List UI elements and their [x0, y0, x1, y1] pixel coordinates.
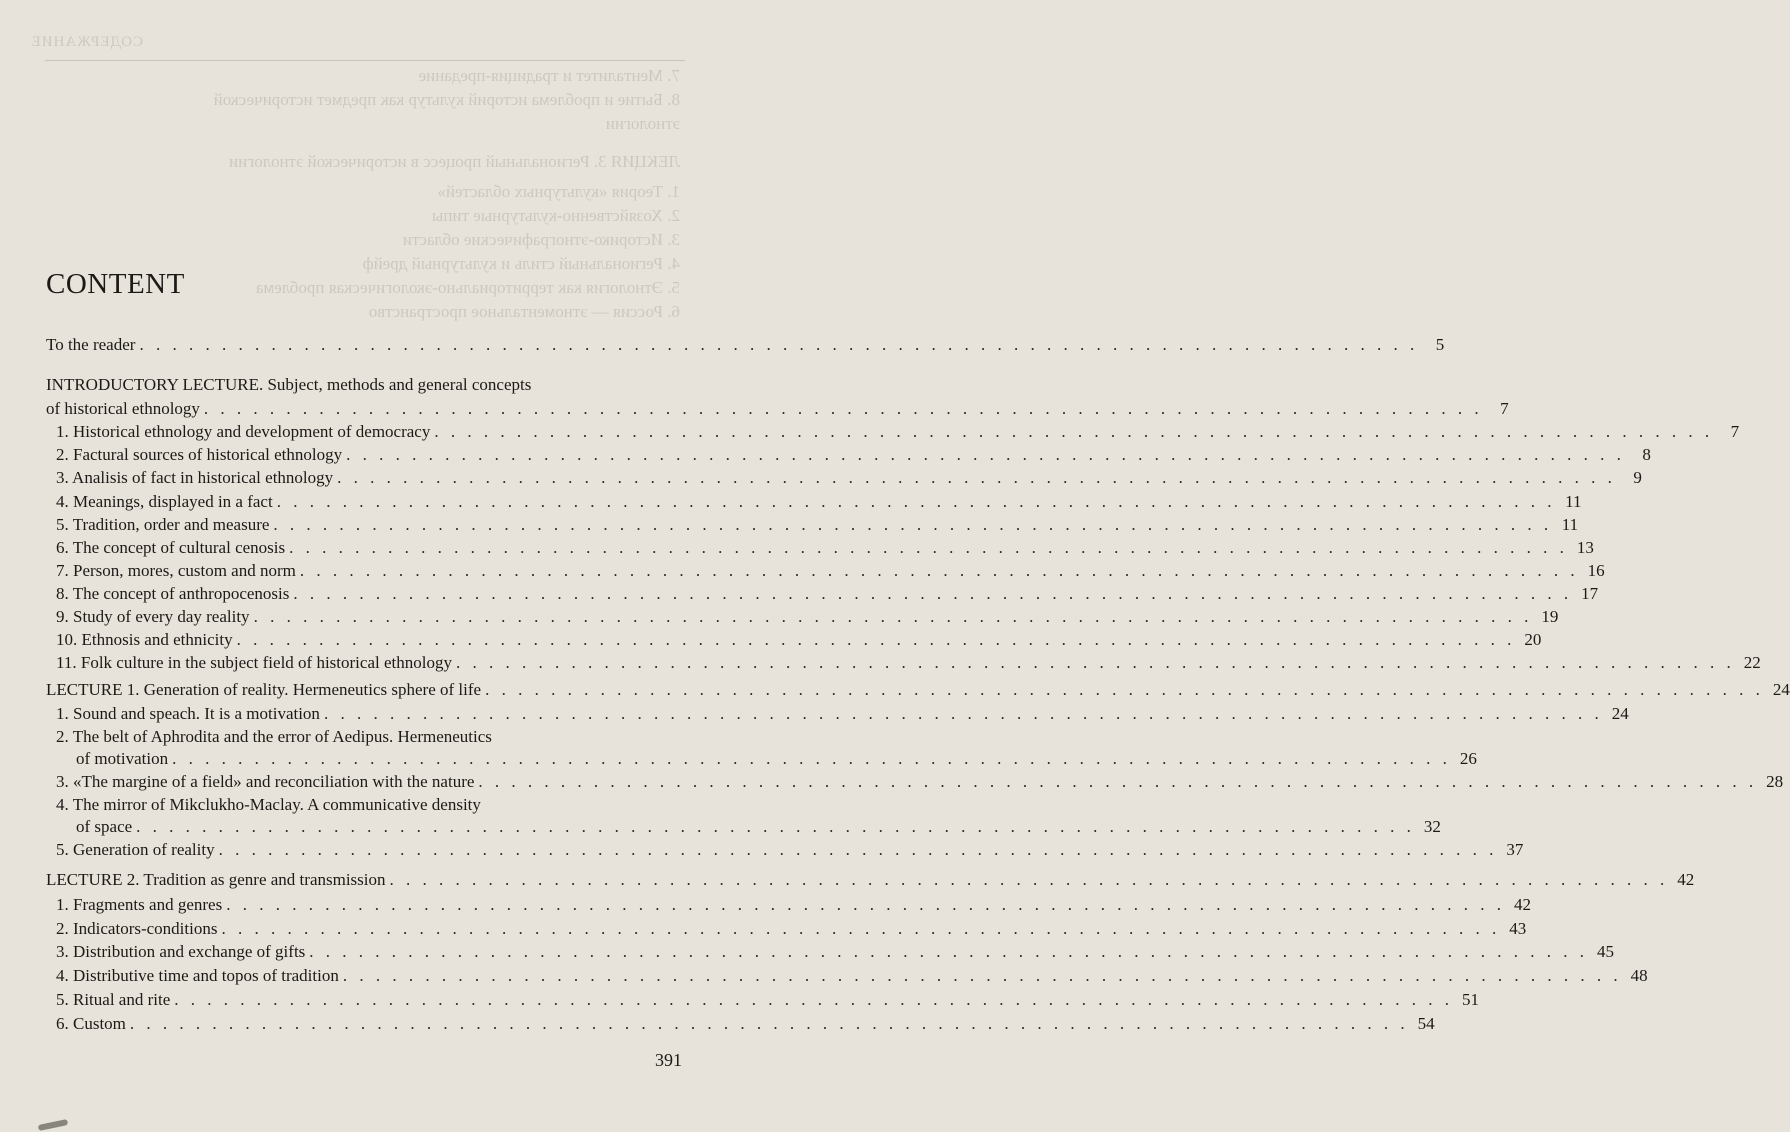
toc-entry-page: 28	[1766, 772, 1784, 791]
toc-leader-dots: . . . . . . . . . . . . . . . . . . . . . . . . . . . . . . . . . . . . . . . . . . . . . . . . . . . . . . . . . . . . . . . . . . . . . . . . . . . . . .	[236, 630, 1516, 649]
toc-entry-title: 5. Generation of reality	[56, 840, 215, 859]
toc-entry	[56, 770, 1784, 794]
toc-entry	[46, 397, 1509, 421]
toc-entry-title: 1. Sound and speach. It is a motivation	[56, 704, 320, 723]
toc-leader-dots: . . . . . . . . . . . . . . . . . . . . . . . . . . . . . . . . . . . . . . . . . . . . . . . . . . . . . . . . . . . . . . . . . . . . . . . . . . . . . .	[203, 399, 1483, 418]
toc-leader-dots: . . . . . . . . . . . . . . . . . . . . . . . . . . . . . . . . . . . . . . . . . . . . . . . . . . . . . . . . . . . . . . . . . . . . . . . . . . . . . .	[226, 895, 1505, 914]
toc-entry	[56, 940, 1615, 964]
toc-entry	[56, 988, 1480, 1012]
toc-leader-dots: . . . . . . . . . . . . . . . . . . . . . . . . . . . . . . . . . . . . . . . . . . . . . . . . . . . . . . . . . . . . . . . . . . . . . . . . . . . . . .	[337, 468, 1616, 487]
bleed-line: 3. Историко-этнографические области	[402, 230, 680, 249]
toc-entry	[56, 420, 1740, 444]
toc-entry	[56, 466, 1642, 490]
bleed-line: 6. Россия — этноментальное пространство	[368, 302, 680, 321]
toc-entry-title: 6. The concept of cultural cenosis	[56, 538, 286, 557]
toc-leader-dots: . . . . . . . . . . . . . . . . . . . . . . . . . . . . . . . . . . . . . . . . . . . . . . . . . . . . . . . . . . . . . . . . . . . . . . . . . . . . . .	[389, 870, 1669, 889]
toc-entry-title: 1. Historical ethnology and development of democracy	[56, 422, 431, 441]
bleed-line: 4. Региональный стиль и культурный дрейф	[362, 254, 680, 273]
bleed-header: СОДЕРЖАНИЕ	[30, 34, 143, 50]
toc-entry-title: 2. Indicators-conditions	[56, 919, 218, 938]
toc-leader-dots: . . . . . . . . . . . . . . . . . . . . . . . . . . . . . . . . . . . . . . . . . . . . . . . . . . . . . . . . . . . . . . . . . . . . . . . . . . . . . .	[221, 919, 1501, 938]
header-rule	[45, 60, 685, 61]
toc-entry-title: 4. Meanings, displayed in a fact	[56, 492, 273, 511]
toc-leader-dots: . . . . . . . . . . . . . . . . . . . . . . . . . . . . . . . . . . . . . . . . . . . . . . . . . . . . . . . . . . . . . . . . . . . . . . . . . . . . . .	[346, 445, 1625, 464]
toc-entry-page: 26	[1459, 749, 1477, 768]
toc-entry	[56, 513, 1579, 537]
toc-leader-dots: . . . . . . . . . . . . . . . . . . . . . . . . . . . . . . . . . . . . . . . . . . . . . . . . . . . . . . . . . . . . . . . . . . . . . . . . . . . . . .	[139, 335, 1419, 354]
page-title: CONTENT	[46, 268, 185, 300]
toc-entry	[46, 678, 1790, 702]
toc-entry	[56, 651, 1761, 675]
toc-entry-page: 45	[1597, 942, 1615, 961]
toc-leader-dots: . . . . . . . . . . . . . . . . . . . . . . . . . . . . . . . . . . . . . . . . . . . . . . . . . . . . . . . . . . . . . . . . . . . . . . . . . . . . . .	[276, 492, 1556, 511]
toc-entry-title: INTRODUCTORY LECTURE. Subject, methods and general concepts	[46, 375, 532, 394]
page-number: 391	[655, 1050, 682, 1070]
toc-entry-title: 8. The concept of anthropocenosis	[56, 584, 290, 603]
toc-leader-dots: . . . . . . . . . . . . . . . . . . . . . . . . . . . . . . . . . . . . . . . . . . . . . . . . . . . . . . . . . . . . . . . . . . . . . . . . . . . . . .	[485, 680, 1764, 699]
toc-entry	[56, 725, 686, 749]
toc-leader-dots: . . . . . . . . . . . . . . . . . . . . . . . . . . . . . . . . . . . . . . . . . . . . . . . . . . . . . . . . . . . . . . . . . . . . . . . . . . . . . .	[309, 942, 1589, 961]
toc-entry-page: 24	[1772, 680, 1790, 699]
toc-entry	[56, 964, 1648, 988]
toc-entry-title: LECTURE 2. Tradition as genre and transmission	[46, 870, 386, 889]
bleed-line: этнологии	[605, 114, 680, 133]
toc-entry-page: 11	[1561, 515, 1579, 534]
bleed-line: ЛЕКЦИЯ 3. Региональный процесс в исторической этнологии	[229, 152, 680, 171]
toc-entry	[56, 1012, 1435, 1036]
toc-entry-page: 43	[1509, 919, 1527, 938]
toc-entry	[56, 747, 1477, 771]
toc-entry-title: 4. The mirror of Mikclukho-Maclay. A communicative density	[56, 795, 481, 814]
toc-entry-page: 9	[1633, 468, 1642, 487]
toc-leader-dots: . . . . . . . . . . . . . . . . . . . . . . . . . . . . . . . . . . . . . . . . . . . . . . . . . . . . . . . . . . . . . . . . . . . . . . . . . . . . . .	[172, 749, 1451, 768]
toc-leader-dots: . . . . . . . . . . . . . . . . . . . . . . . . . . . . . . . . . . . . . . . . . . . . . . . . . . . . . . . . . . . . . . . . . . . . . . . . . . . . . .	[253, 607, 1533, 626]
toc-entry	[56, 490, 1582, 514]
toc-leader-dots: . . . . . . . . . . . . . . . . . . . . . . . . . . . . . . . . . . . . . . . . . . . . . . . . . . . . . . . . . . . . . . . . . . . . . . . . . . . . . .	[455, 653, 1735, 672]
bleed-line: 5. Этнология как территориально-экологическая проблема	[255, 278, 680, 297]
toc-entry-title: of motivation	[76, 749, 169, 768]
toc-leader-dots: . . . . . . . . . . . . . . . . . . . . . . . . . . . . . . . . . . . . . . . . . . . . . . . . . . . . . . . . . . . . . . . . . . . . . . . . . . . . . .	[342, 966, 1622, 985]
toc-leader-dots: . . . . . . . . . . . . . . . . . . . . . . . . . . . . . . . . . . . . . . . . . . . . . . . . . . . . . . . . . . . . . . . . . . . . . . . . . . . . . .	[289, 538, 1568, 557]
toc-leader-dots: . . . . . . . . . . . . . . . . . . . . . . . . . . . . . . . . . . . . . . . . . . . . . . . . . . . . . . . . . . . . . . . . . . . . . . . . . . . . . .	[434, 422, 1714, 441]
toc-entry-page: 5	[1435, 335, 1445, 354]
toc-entry-page: 48	[1630, 966, 1648, 985]
toc-entry-title: 1. Fragments and genres	[56, 895, 223, 914]
toc-entry-page: 17	[1581, 584, 1599, 603]
toc-entry	[56, 443, 1651, 467]
toc-entry	[56, 815, 1441, 839]
toc-entry	[46, 868, 1695, 892]
toc-entry-title: 3. «The margine of a field» and reconciliation with the nature	[56, 772, 475, 791]
toc-entry-title: 2. The belt of Aphrodita and the error of Aedipus. Hermeneutics	[56, 727, 492, 746]
toc-entry-page: 7	[1500, 399, 1509, 418]
toc-entry-page: 32	[1423, 817, 1441, 836]
toc-entry-page: 51	[1462, 990, 1480, 1009]
toc-entry-title: 3. Analisis of fact in historical ethnology	[56, 468, 334, 487]
toc-leader-dots: . . . . . . . . . . . . . . . . . . . . . . . . . . . . . . . . . . . . . . . . . . . . . . . . . . . . . . . . . . . . . . . . . . . . . . . . . . . . . .	[129, 1014, 1409, 1033]
toc-leader-dots: . . . . . . . . . . . . . . . . . . . . . . . . . . . . . . . . . . . . . . . . . . . . . . . . . . . . . . . . . . . . . . . . . . . . . . . . . . . . . .	[136, 817, 1415, 836]
toc-entry-title: To the reader	[46, 335, 136, 354]
toc-entry-page: 7	[1730, 422, 1740, 441]
toc-entry	[56, 893, 1531, 917]
toc-entry-title: 5. Ritual and rite	[56, 990, 171, 1009]
toc-entry	[56, 559, 1605, 583]
toc-leader-dots: . . . . . . . . . . . . . . . . . . . . . . . . . . . . . . . . . . . . . . . . . . . . . . . . . . . . . . . . . . . . . . . . . . . . . . . . . . . . . .	[273, 515, 1553, 534]
toc-entry-title: 9. Study of every day reality	[56, 607, 250, 626]
toc-entry-page: 8	[1642, 445, 1651, 464]
toc-entry-page: 54	[1417, 1014, 1435, 1033]
toc-entry-page: 24	[1611, 704, 1629, 723]
toc-entry-title: 6. Custom	[56, 1014, 126, 1033]
toc-entry-page: 42	[1677, 870, 1695, 889]
toc-entry	[56, 838, 1524, 862]
bleed-line: 7. Менталитет и традиция-предание	[418, 66, 680, 85]
toc-entry-page: 42	[1513, 895, 1531, 914]
toc-entry	[56, 605, 1559, 629]
toc-entry-title: 7. Person, mores, custom and norm	[56, 561, 296, 580]
toc-leader-dots: . . . . . . . . . . . . . . . . . . . . . . . . . . . . . . . . . . . . . . . . . . . . . . . . . . . . . . . . . . . . . . . . . . . . . . . . . . . . . .	[174, 990, 1454, 1009]
toc-entry-page: 16	[1587, 561, 1605, 580]
toc-leader-dots: . . . . . . . . . . . . . . . . . . . . . . . . . . . . . . . . . . . . . . . . . . . . . . . . . . . . . . . . . . . . . . . . . . . . . . . . . . . . . .	[299, 561, 1579, 580]
toc-entry-page: 20	[1524, 630, 1542, 649]
toc-entry-title: of space	[76, 817, 133, 836]
toc-entry-title: 3. Distribution and exchange of gifts	[56, 942, 306, 961]
ink-smudge	[38, 1119, 69, 1131]
bleed-line: 8. Бытие и проблема историй культур как предмет исторической	[213, 90, 680, 109]
toc-entry-page: 22	[1743, 653, 1761, 672]
toc-entry-title: of historical ethnology	[46, 399, 200, 418]
toc-entry-page: 11	[1565, 492, 1582, 511]
toc-entry	[56, 628, 1542, 652]
toc-entry	[46, 333, 1445, 357]
toc-entry	[56, 793, 686, 817]
toc-entry-title: 4. Distributive time and topos of tradition	[56, 966, 339, 985]
toc-leader-dots: . . . . . . . . . . . . . . . . . . . . . . . . . . . . . . . . . . . . . . . . . . . . . . . . . . . . . . . . . . . . . . . . . . . . . . . . . . . . . .	[478, 772, 1758, 791]
toc-entry	[56, 917, 1527, 941]
toc-entry-title: 5. Tradition, order and measure	[56, 515, 270, 534]
toc-leader-dots: . . . . . . . . . . . . . . . . . . . . . . . . . . . . . . . . . . . . . . . . . . . . . . . . . . . . . . . . . . . . . . . . . . . . . . . . . . . . . .	[293, 584, 1573, 603]
toc-leader-dots: . . . . . . . . . . . . . . . . . . . . . . . . . . . . . . . . . . . . . . . . . . . . . . . . . . . . . . . . . . . . . . . . . . . . . . . . . . . . . .	[218, 840, 1498, 859]
toc-entry-title: 11. Folk culture in the subject field of historical ethnology	[56, 653, 452, 672]
toc-leader-dots: . . . . . . . . . . . . . . . . . . . . . . . . . . . . . . . . . . . . . . . . . . . . . . . . . . . . . . . . . . . . . . . . . . . . . . . . . . . . . .	[323, 704, 1603, 723]
toc-entry	[46, 373, 686, 397]
toc-entry	[56, 702, 1629, 726]
toc-entry-title: 2. Factural sources of historical ethnology	[56, 445, 343, 464]
bleed-line: 1. Теория «культурных областей»	[437, 182, 680, 201]
toc-entry-title: 10. Ethnosis and ethnicity	[56, 630, 233, 649]
toc-entry-page: 37	[1506, 840, 1524, 859]
toc-entry	[56, 536, 1594, 560]
toc-entry	[56, 582, 1599, 606]
toc-entry-page: 19	[1541, 607, 1559, 626]
toc-entry-page: 13	[1576, 538, 1594, 557]
toc-entry-title: LECTURE 1. Generation of reality. Hermeneutics sphere of life	[46, 680, 482, 699]
bleed-line: 2. Хозяйственно-культурные типы	[431, 206, 680, 225]
